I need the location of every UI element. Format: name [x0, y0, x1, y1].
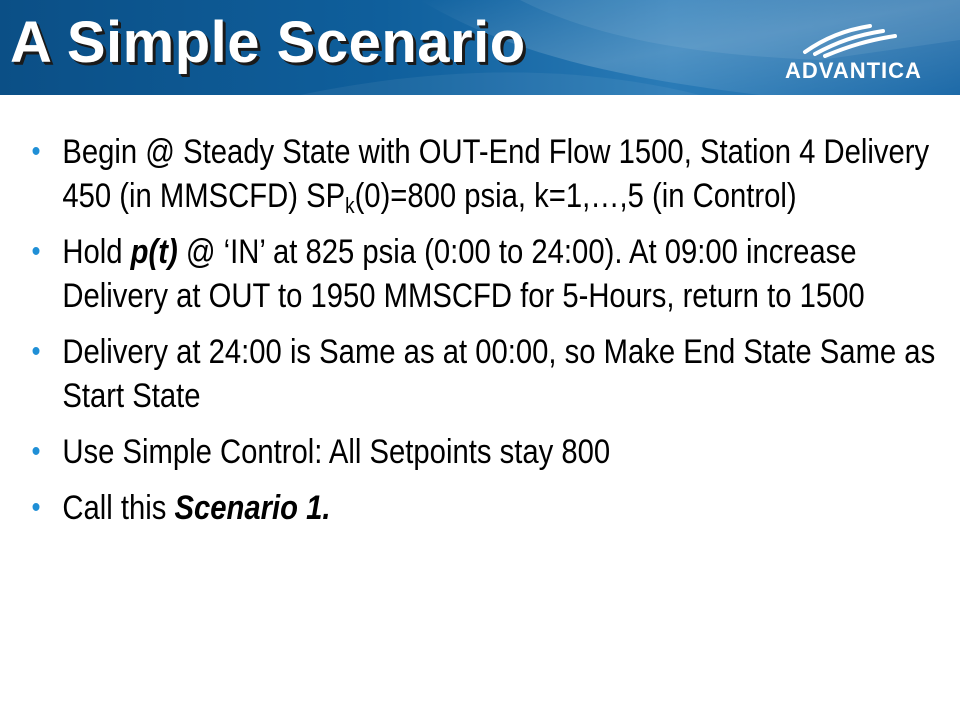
bullet-2-prefix: Hold: [62, 233, 131, 271]
bullet-item-5: [28, 486, 948, 530]
bullet-dot-icon: •: [31, 235, 41, 268]
bullet-4-text: Use Simple Control: All Setpoints stay 800: [62, 433, 611, 471]
bullet-item-4: [28, 430, 948, 474]
bullet-item-1: [28, 130, 948, 218]
bullet-item-2: [28, 230, 948, 318]
bullet-1-subscript: k: [345, 193, 355, 218]
bullet-dot-icon: •: [31, 335, 41, 368]
logo-mark-icon: [775, 18, 945, 58]
bullet-3-text: Delivery at 24:00 is Same as at 00:00, so Make End State Same as Start State: [62, 333, 936, 415]
logo-text: ADVANTICA: [785, 58, 922, 83]
bullet-list: [28, 130, 938, 530]
advantica-logo: [775, 18, 945, 88]
bullet-dot-icon: •: [31, 135, 41, 168]
bullet-2-suffix: @ ‘IN’ at 825 psia (0:00 to 24:00). At 09:00 increase Delivery at OUT to 1950 MMSCFD for 5-Hours, return to 1500: [62, 233, 865, 315]
bullet-dot-icon: •: [31, 435, 41, 468]
slide-body: [28, 130, 938, 542]
slide-title: A Simple Scenario: [10, 10, 526, 75]
bullet-2-emphasis: p(t): [130, 233, 178, 271]
bullet-5-prefix: Call this: [62, 489, 175, 527]
header-banner: [0, 0, 960, 95]
bullet-1-text: Begin @ Steady State with OUT-End Flow 1500, Station 4 Delivery 450 (in MMSCFD) SP: [62, 133, 930, 215]
bullet-dot-icon: •: [31, 491, 41, 524]
bullet-5-emphasis: Scenario 1.: [174, 489, 331, 527]
bullet-1-text-end: (0)=800 psia, k=1,…,5 (in Control): [354, 177, 797, 215]
bullet-item-3: [28, 330, 948, 418]
